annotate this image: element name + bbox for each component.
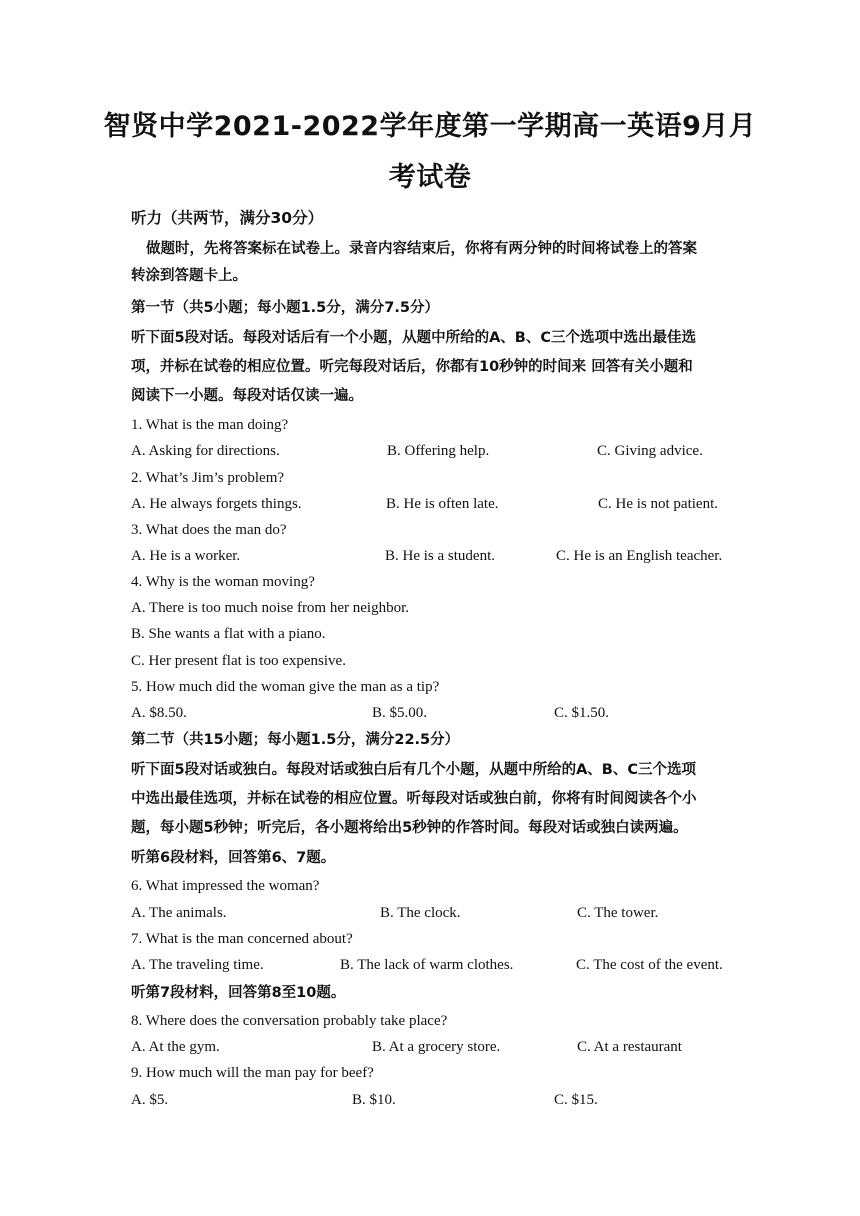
q1-option-b: B. Offering help. bbox=[387, 443, 490, 459]
q5-option-a: A. $8.50. bbox=[131, 705, 187, 721]
q7-option-a: A. The traveling time. bbox=[131, 957, 264, 973]
q6-option-c: C. The tower. bbox=[577, 905, 659, 921]
q8-option-c: C. At a restaurant bbox=[577, 1039, 682, 1055]
q9-option-b: B. $10. bbox=[352, 1092, 396, 1108]
question-4: 4. Why is the woman moving? bbox=[131, 574, 315, 590]
q3-option-c: C. He is an English teacher. bbox=[556, 548, 723, 564]
listening-heading: 听力（共两节，满分30分） bbox=[131, 209, 324, 227]
listening-instruction-line1: 做题时，先将答案标在试卷上。录音内容结束后，你将有两分钟的时间将试卷上的答案 bbox=[146, 241, 697, 257]
q3-option-a: A. He is a worker. bbox=[131, 548, 241, 564]
q5-option-b: B. $5.00. bbox=[372, 705, 428, 721]
q6-option-a: A. The animals. bbox=[131, 905, 227, 921]
listening-instruction-line2: 转涂到答题卡上。 bbox=[131, 268, 247, 284]
question-6: 6. What impressed the woman? bbox=[131, 878, 320, 894]
q5-option-c: C. $1.50. bbox=[554, 705, 610, 721]
q4-option-a: A. There is too much noise from her neighbor. bbox=[131, 600, 409, 616]
section1-instruction-line2: 项，并标在试卷的相应位置。听完每段对话后，你都有10秒钟的时间来 回答有关小题和 bbox=[131, 359, 693, 375]
q1-option-c: C. Giving advice. bbox=[597, 443, 703, 459]
q4-option-b: B. She wants a flat with a piano. bbox=[131, 626, 326, 642]
q1-option-a: A. Asking for directions. bbox=[131, 443, 280, 459]
section1-instruction-line1: 听下面5段对话。每段对话后有一个小题，从题中所给的A、B、C三个选项中选出最佳选 bbox=[131, 330, 697, 346]
q2-option-a: A. He always forgets things. bbox=[131, 496, 302, 512]
q8-option-b: B. At a grocery store. bbox=[372, 1039, 501, 1055]
material-7-heading: 听第7段材料，回答第8至10题。 bbox=[131, 985, 346, 1001]
section2-heading: 第二节（共15小题；每小题1.5分，满分22.5分） bbox=[131, 732, 460, 748]
section1-instruction-line3: 阅读下一小题。每段对话仅读一遍。 bbox=[131, 388, 363, 404]
exam-title-line2: 考试卷 bbox=[388, 162, 472, 193]
question-1: 1. What is the man doing? bbox=[131, 417, 289, 433]
section2-instruction-line2: 中选出最佳选项，并标在试卷的相应位置。听每段对话或独白前，你将有时间阅读各个小 bbox=[131, 791, 697, 807]
q6-option-b: B. The clock. bbox=[380, 905, 461, 921]
q3-option-b: B. He is a student. bbox=[385, 548, 495, 564]
question-5: 5. How much did the woman give the man as a tip? bbox=[131, 679, 440, 695]
q2-option-c: C. He is not patient. bbox=[598, 496, 718, 512]
q7-option-b: B. The lack of warm clothes. bbox=[340, 957, 514, 973]
question-8: 8. Where does the conversation probably take place? bbox=[131, 1013, 448, 1029]
section2-instruction-line3: 题，每小题5秒钟；听完后，各小题将给出5秒钟的作答时间。每段对话或独白读两遍。 bbox=[131, 820, 688, 836]
q8-option-a: A. At the gym. bbox=[131, 1039, 220, 1055]
q9-option-c: C. $15. bbox=[554, 1092, 598, 1108]
q2-option-b: B. He is often late. bbox=[386, 496, 499, 512]
section1-heading: 第一节（共5小题；每小题1.5分，满分7.5分） bbox=[131, 300, 439, 316]
q4-option-c: C. Her present flat is too expensive. bbox=[131, 653, 346, 669]
exam-title-line1: 智贤中学2021-2022学年度第一学期高一英语9月月 bbox=[103, 111, 757, 142]
q9-option-a: A. $5. bbox=[131, 1092, 169, 1108]
question-2: 2. What’s Jim’s problem? bbox=[131, 470, 285, 486]
q7-option-c: C. The cost of the event. bbox=[576, 957, 723, 973]
section2-instruction-line1: 听下面5段对话或独白。每段对话或独白后有几个小题，从题中所给的A、B、C三个选项 bbox=[131, 762, 697, 778]
question-3: 3. What does the man do? bbox=[131, 522, 287, 538]
material-6-heading: 听第6段材料，回答第6、7题。 bbox=[131, 850, 336, 866]
question-7: 7. What is the man concerned about? bbox=[131, 931, 353, 947]
question-9: 9. How much will the man pay for beef? bbox=[131, 1065, 374, 1081]
